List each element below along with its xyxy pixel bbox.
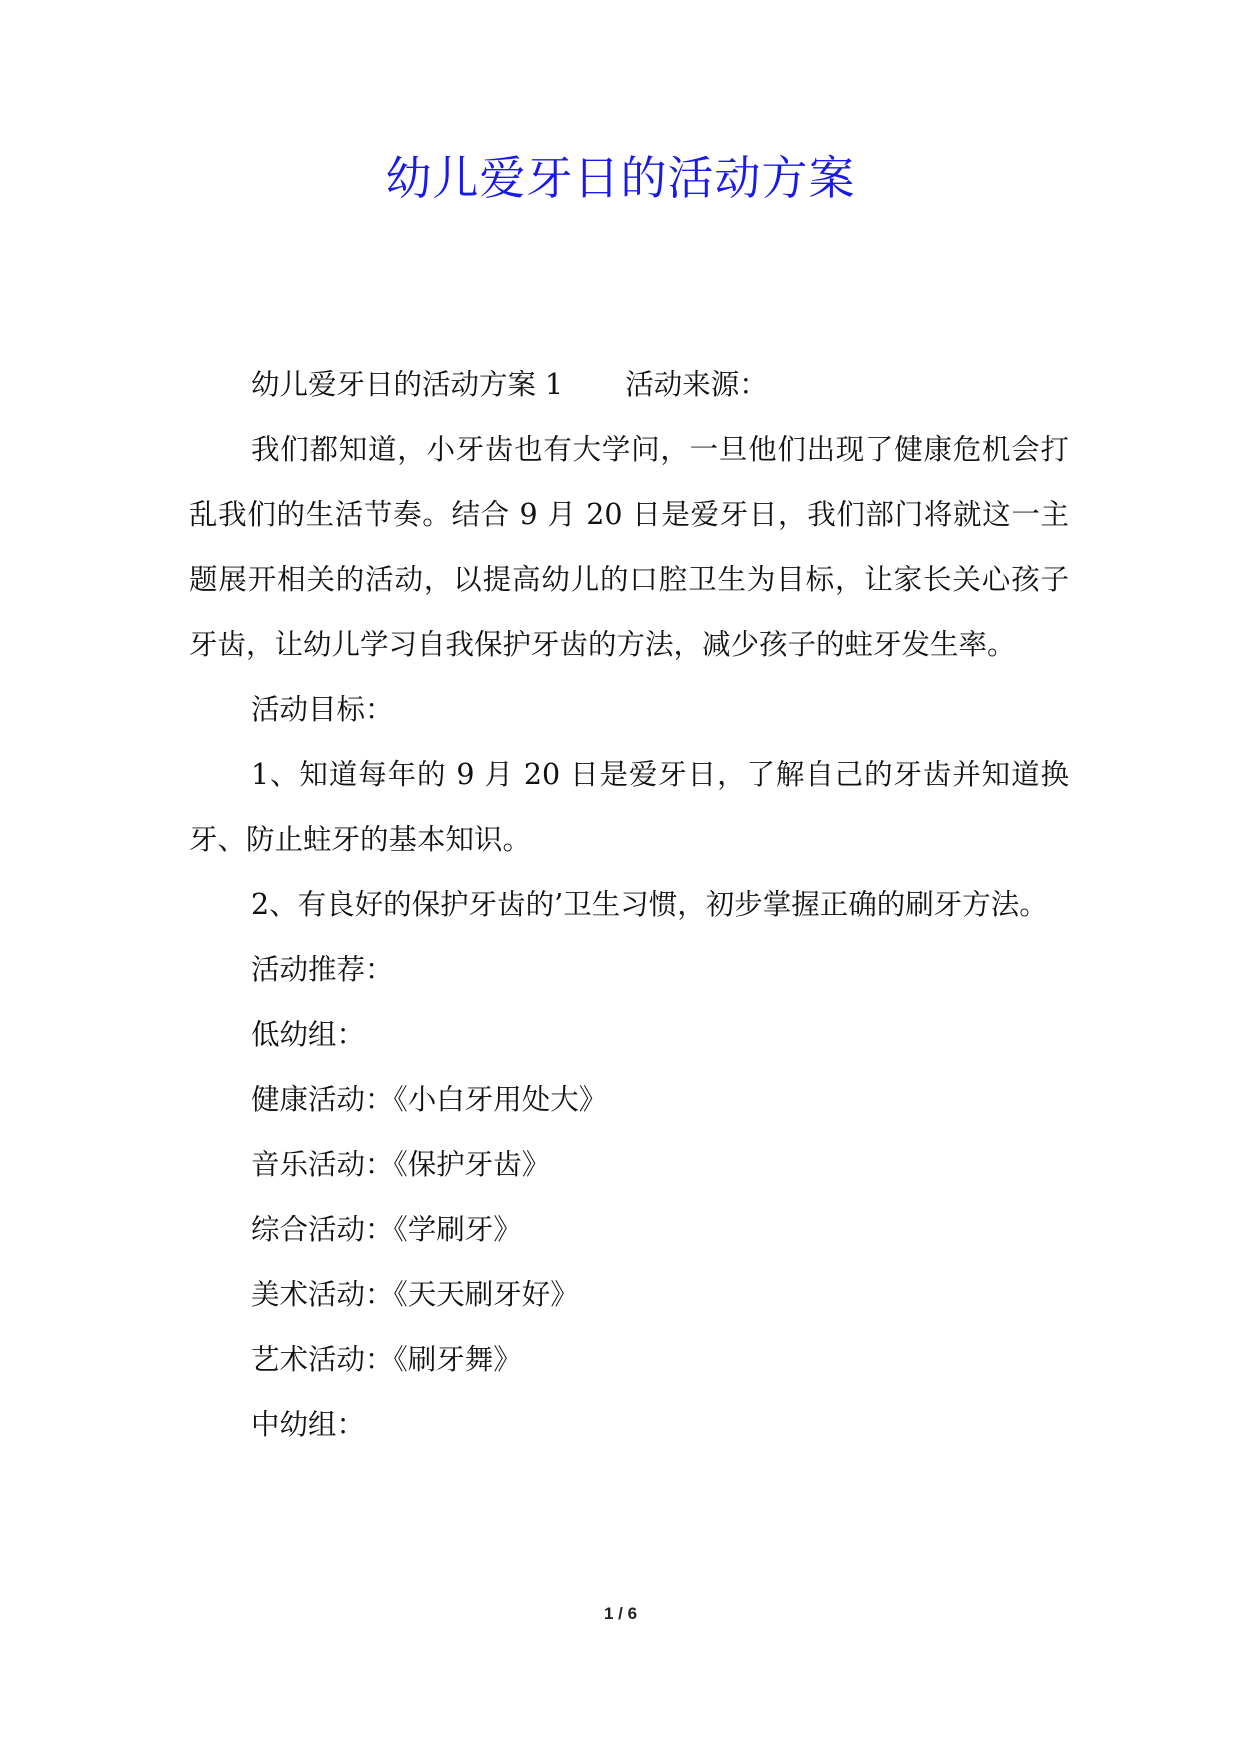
paragraph-art-activity: 美术活动：《天天刷牙好》 [251, 1278, 579, 1311]
paragraph-music-activity: 音乐活动：《保护牙齿》 [251, 1148, 551, 1181]
paragraph-group-low: 低幼组： [251, 1018, 366, 1051]
paragraph-comprehensive-activity: 综合活动：《学刷牙》 [251, 1213, 522, 1246]
paragraph-recommend-heading: 活动推荐： [251, 953, 394, 986]
intro-heading: 幼儿爱牙日的活动方案 1 [251, 368, 564, 401]
paragraph-goal-1: 1、知道每年的 9 月 20 日是爱牙日，了解自己的牙齿并知道换牙、防止蛀牙的基本知识。 [189, 758, 1069, 856]
page-number: 1 / 6 [603, 1604, 638, 1623]
paragraph-goals-heading: 活动目标： [251, 693, 394, 726]
intro-paragraph [189, 352, 1069, 417]
paragraph-group-middle: 中幼组： [251, 1408, 366, 1441]
paragraph-arts-activity: 艺术活动：《刷牙舞》 [251, 1343, 522, 1376]
intro-label: 活动来源： [625, 368, 768, 401]
paragraph-goal-2: 2、有良好的保护牙齿的’卫生习惯，初步掌握正确的刷牙方法。 [251, 888, 1048, 921]
paragraph-source: 我们都知道，小牙齿也有大学问，一旦他们出现了健康危机会打乱我们的生活节奏。结合 9 月 20 日是爱牙日，我们部门将就这一主题展开相关的活动，以提高幼儿的口腔卫生为目标，让家长关心孩子牙齿，让幼儿学习自我保护牙齿的方法，减少孩子的蛀牙发生率。 [189, 433, 1069, 661]
document-body [189, 352, 1069, 1457]
document-title: 幼儿爱牙日的活动方案 [385, 151, 856, 205]
paragraph-health-activity: 健康活动：《小白牙用处大》 [251, 1083, 608, 1116]
